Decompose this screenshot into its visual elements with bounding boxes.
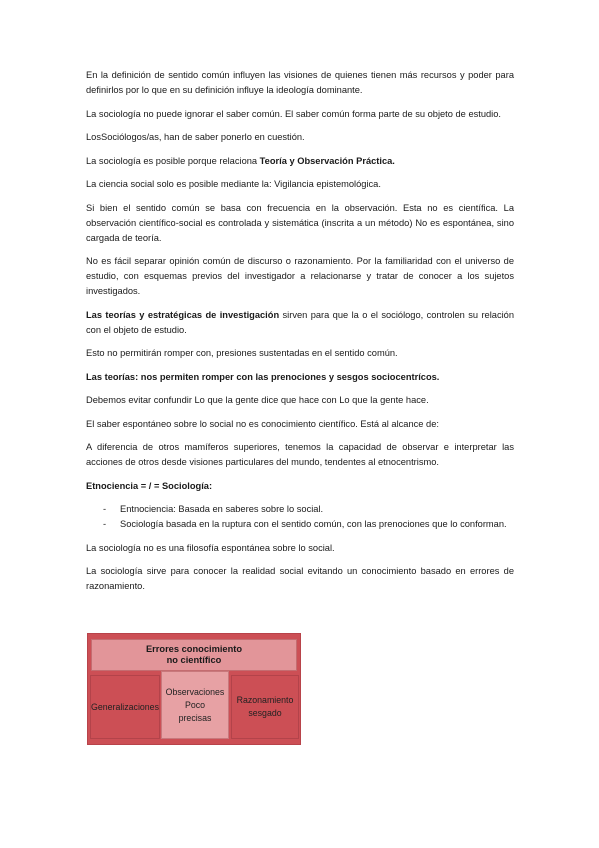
list-item: - Sociología basada en la ruptura con el sentido común, con las prenociones que lo conforman. [86,517,514,532]
diagram-title [91,639,297,671]
diagram-title-line-2: no científico [166,655,222,665]
list-item: - Entnociencia: Basada en saberes sobre lo social. [86,502,514,517]
paragraph-8 [86,308,514,338]
paragraph-14-bold: Etnociencia = / = Sociología: [86,480,213,491]
diagram-box-generalizaciones [90,675,160,739]
diagram-box-2-line-2: Poco [184,699,206,710]
diagram-box-razonamiento [231,675,299,739]
diagram-box-1-label: Generalizaciones [91,701,159,712]
paragraph-14 [86,479,514,494]
paragraph-3: LosSociólogos/as, han de saber ponerlo en cuestión. [86,132,305,142]
diagram-box-2-line-1: Observaciones [165,686,225,697]
paragraph-2: La sociología no puede ignorar el saber común. El saber común forma parte de su objeto de estudio. [86,108,502,119]
paragraph-8-text: sirven para que la o el sociólogo, controlen su relación con el objeto de estudio. [86,309,515,335]
paragraph-12: El saber espontáneo sobre lo social no es conocimiento científico. Está al alcance de: [86,418,439,429]
paragraph-4 [86,154,514,169]
paragraph-10-bold: Las teorías: nos permiten romper con las prenociones y sesgos sociocentrícos. [86,371,440,382]
paragraph-8-bold: Las teorías y estratégicas de investigación [86,309,280,320]
paragraph-4-bold: Teoría y Observación Práctica. [259,155,395,166]
paragraph-1: En la definición de sentido común influyen las visiones de quienes tienen más recursos y poder para definirlos por lo que en su definición influye la ideología dominante. [86,70,514,95]
paragraph-15: La sociología no es una filosofía espontánea sobre lo social. [86,542,335,553]
diagram-title-line-1: Errores conocimiento [145,644,243,654]
paragraph-16: La sociología sirve para conocer la realidad social evitando un conocimiento basado en errores de razonamiento. [86,566,514,591]
paragraph-13: A diferencia de otros mamíferos superiores, tenemos la capacidad de observar e interpretar las acciones de otros desde visiones particulares del mundo, tendentes al etnocentrismo. [86,442,514,467]
errors-diagram [87,633,301,745]
paragraph-7: No es fácil separar opinión común de discurso o razonamiento. Por la familiaridad con el universo de estudio, con esquemas previos del investigador a relacionarse y tratar de conocer a los sujetos investigados. [86,256,514,296]
paragraph-9: Esto no permitirán romper con, presiones sustentadas en el sentido común. [86,348,398,358]
bullet-list [86,502,514,532]
paragraph-5: La ciencia social solo es posible mediante la: Vigilancia epistemológica. [86,179,381,189]
document-body [86,68,514,603]
diagram-box-3-line-2: sesgado [248,708,282,718]
diagram-box-2-line-3: precisas [178,712,212,723]
paragraph-4-text: La sociología es posible porque relaciona [86,155,260,166]
diagram-box-3-line-1: Razonamiento [236,695,294,705]
paragraph-6: Si bien el sentido común se basa con frecuencia en la observación. Esta no es científica. La observación científico-social es controlada y sistemática (inscrita a un método) No es espontánea, sino cargada de teoría. [86,202,514,243]
paragraph-10 [86,370,514,385]
paragraph-11: Debemos evitar confundir Lo que la gente dice que hace con Lo que la gente hace. [86,395,429,405]
diagram-box-observaciones [161,671,229,739]
